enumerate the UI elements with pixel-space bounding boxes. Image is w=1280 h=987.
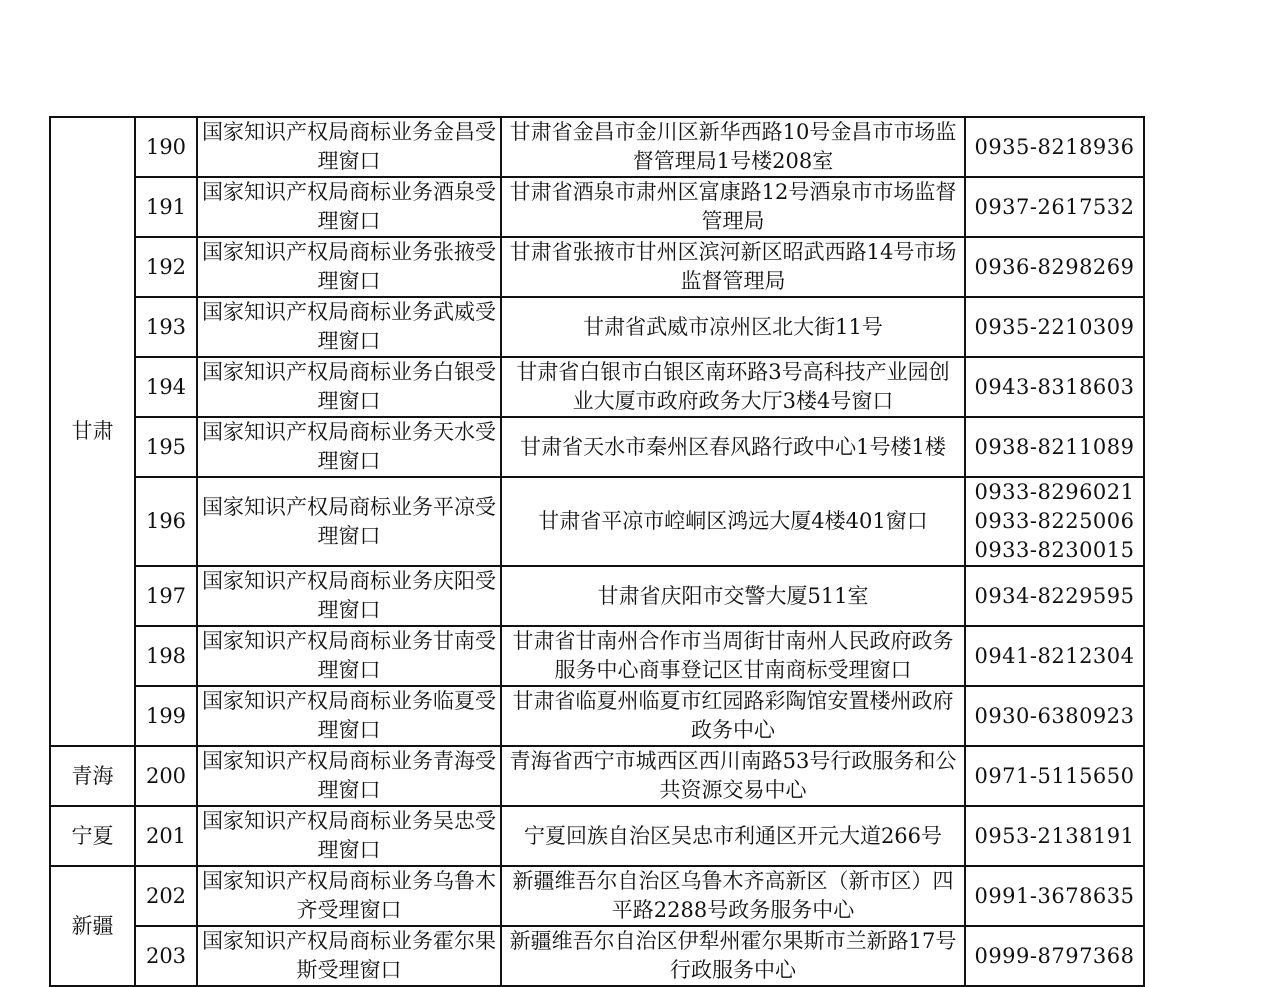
table-row — [50, 237, 1144, 297]
table-row — [50, 806, 1144, 866]
phone-cell: 0936-8298269 — [965, 237, 1144, 297]
window-name-cell: 国家知识产权局商标业务天水受理窗口 — [197, 417, 501, 477]
address-cell: 甘肃省临夏州临夏市红园路彩陶馆安置楼州政府政务中心 — [501, 686, 965, 746]
window-name-cell: 国家知识产权局商标业务张掖受理窗口 — [197, 237, 501, 297]
address-cell: 甘肃省白银市白银区南环路3号高科技产业园创业大厦市政府政务大厅3楼4号窗口 — [501, 357, 965, 417]
row-number-cell: 199 — [135, 686, 197, 746]
address-cell: 甘肃省酒泉市肃州区富康路12号酒泉市市场监督管理局 — [501, 177, 965, 237]
table-row — [50, 417, 1144, 477]
row-number-cell: 190 — [135, 117, 197, 177]
address-cell: 新疆维吾尔自治区伊犁州霍尔果斯市兰新路17号行政服务中心 — [501, 926, 965, 986]
address-cell: 甘肃省天水市秦州区春风路行政中心1号楼1楼 — [501, 417, 965, 477]
table-row — [50, 686, 1144, 746]
window-name-cell: 国家知识产权局商标业务甘南受理窗口 — [197, 626, 501, 686]
phone-number: 0933-8230015 — [974, 538, 1135, 562]
address-cell: 甘肃省平凉市崆峒区鸿远大厦4楼401窗口 — [501, 477, 965, 566]
row-number-cell: 196 — [135, 477, 197, 566]
phone-number: 0933-8225006 — [974, 509, 1135, 533]
phone-cell: 0971-5115650 — [965, 746, 1144, 806]
phone-cell: 0937-2617532 — [965, 177, 1144, 237]
phone-cell: 0999-8797368 — [965, 926, 1144, 986]
table-row — [50, 117, 1144, 177]
address-cell: 甘肃省庆阳市交警大厦511室 — [501, 566, 965, 626]
phone-cell: 0934-8229595 — [965, 566, 1144, 626]
address-cell: 甘肃省金昌市金川区新华西路10号金昌市市场监督管理局1号楼208室 — [501, 117, 965, 177]
phone-cell: 0938-8211089 — [965, 417, 1144, 477]
window-name-cell: 国家知识产权局商标业务平凉受理窗口 — [197, 477, 501, 566]
table-row — [50, 866, 1144, 926]
province-cell: 新疆 — [50, 866, 135, 986]
row-number-cell: 200 — [135, 746, 197, 806]
province-cell: 宁夏 — [50, 806, 135, 866]
row-number-cell: 197 — [135, 566, 197, 626]
trademark-window-table — [49, 116, 1145, 987]
province-cell: 青海 — [50, 746, 135, 806]
window-name-cell: 国家知识产权局商标业务临夏受理窗口 — [197, 686, 501, 746]
phone-cell: 0935-2210309 — [965, 297, 1144, 357]
phone-cell: 0941-8212304 — [965, 626, 1144, 686]
window-name-cell: 国家知识产权局商标业务金昌受理窗口 — [197, 117, 501, 177]
address-cell: 宁夏回族自治区吴忠市利通区开元大道266号 — [501, 806, 965, 866]
phone-cell: 0991-3678635 — [965, 866, 1144, 926]
row-number-cell: 194 — [135, 357, 197, 417]
row-number-cell: 193 — [135, 297, 197, 357]
row-number-cell: 195 — [135, 417, 197, 477]
phone-cell: 0935-8218936 — [965, 117, 1144, 177]
phone-cell: 0930-6380923 — [965, 686, 1144, 746]
address-cell: 甘肃省张掖市甘州区滨河新区昭武西路14号市场监督管理局 — [501, 237, 965, 297]
address-cell: 青海省西宁市城西区西川南路53号行政服务和公共资源交易中心 — [501, 746, 965, 806]
address-cell: 甘肃省甘南州合作市当周街甘南州人民政府政务服务中心商事登记区甘南商标受理窗口 — [501, 626, 965, 686]
address-cell: 甘肃省武威市凉州区北大街11号 — [501, 297, 965, 357]
row-number-cell: 192 — [135, 237, 197, 297]
phone-cell: 0943-8318603 — [965, 357, 1144, 417]
province-cell: 甘肃 — [50, 117, 135, 746]
row-number-cell: 191 — [135, 177, 197, 237]
window-name-cell: 国家知识产权局商标业务武威受理窗口 — [197, 297, 501, 357]
table-row — [50, 746, 1144, 806]
table-row — [50, 177, 1144, 237]
table-row — [50, 297, 1144, 357]
table-row — [50, 477, 1144, 566]
window-name-cell: 国家知识产权局商标业务霍尔果斯受理窗口 — [197, 926, 501, 986]
table-row — [50, 357, 1144, 417]
window-name-cell: 国家知识产权局商标业务酒泉受理窗口 — [197, 177, 501, 237]
phone-cell: 0953-2138191 — [965, 806, 1144, 866]
window-name-cell: 国家知识产权局商标业务白银受理窗口 — [197, 357, 501, 417]
table-row — [50, 566, 1144, 626]
row-number-cell: 198 — [135, 626, 197, 686]
address-cell: 新疆维吾尔自治区乌鲁木齐高新区（新市区）四平路2288号政务服务中心 — [501, 866, 965, 926]
table-row — [50, 626, 1144, 686]
phone-number: 0933-8296021 — [974, 480, 1135, 504]
window-name-cell: 国家知识产权局商标业务庆阳受理窗口 — [197, 566, 501, 626]
row-number-cell: 203 — [135, 926, 197, 986]
table-row — [50, 926, 1144, 986]
row-number-cell: 202 — [135, 866, 197, 926]
row-number-cell: 201 — [135, 806, 197, 866]
window-name-cell: 国家知识产权局商标业务乌鲁木齐受理窗口 — [197, 866, 501, 926]
window-name-cell: 国家知识产权局商标业务吴忠受理窗口 — [197, 806, 501, 866]
phone-cell — [965, 477, 1144, 566]
window-name-cell: 国家知识产权局商标业务青海受理窗口 — [197, 746, 501, 806]
